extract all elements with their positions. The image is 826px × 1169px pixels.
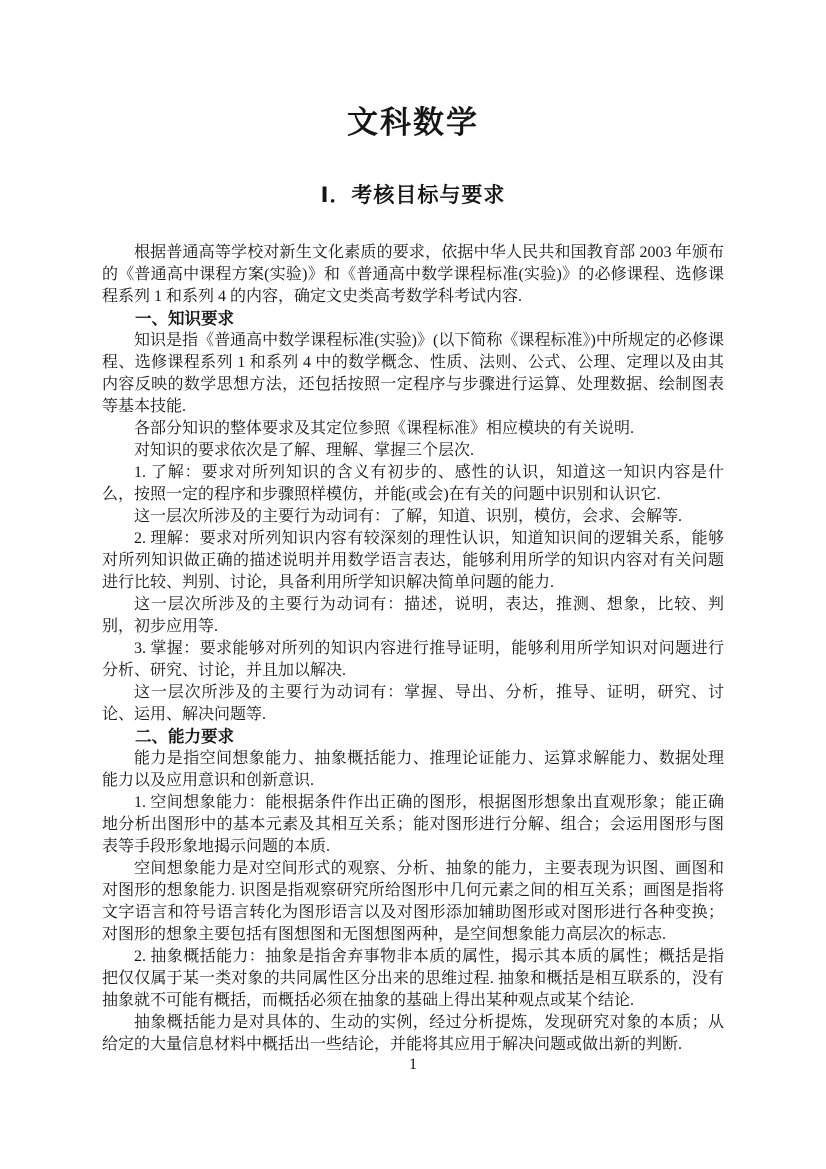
body-paragraph: 抽象概括能力是对具体的、生动的实例，经过分析提炼，发现研究对象的本质；从给定的大量信息材料中概括出一些结论，并能将其应用于解决问题或做出新的判断. [102, 1014, 724, 1054]
body-paragraph: 1. 了解：要求对所列知识的含义有初步的、感性的认识，知道这一知识内容是什么，按照一定的程序和步骤照样模仿，并能(或会)在有关的问题中识别和认识它. [102, 464, 724, 504]
body-paragraph: 能力是指空间想象能力、抽象概括能力、推理论证能力、运算求解能力、数据处理能力以及应用意识和创新意识. [102, 750, 724, 790]
body-paragraph: 2. 抽象概括能力：抽象是指舍弃事物非本质的属性，揭示其本质的属性；概括是指把仅仅属于某一类对象的共同属性区分出来的思维过程. 抽象和概括是相互联系的，没有抽象就不可能有概括，而概括必须在抽象的基础上得出某种观点或某个结论. [102, 948, 724, 1010]
body-paragraph: 3. 掌握：要求能够对所列的知识内容进行推导证明，能够利用所学知识对问题进行分析、研究、讨论，并且加以解决. [102, 640, 724, 680]
section-heading: Ⅰ．考核目标与要求 [320, 184, 506, 208]
body-paragraph: 知识是指《普通高中数学课程标准(实验)》(以下简称《课程标准》)中所规定的必修课程、选修课程系列 1 和系列 4 中的数学概念、性质、法则、公式、公理、定理以及由其内容反映的数学思想方法，还包括按照一定程序与步骤进行运算、处理数据、绘制图表等基本技能. [102, 332, 724, 416]
document-title: 文科数学 [347, 105, 479, 140]
body-paragraph: 这一层次所涉及的主要行为动词有：掌握、导出、分析，推导、证明，研究、讨论、运用、解决问题等. [102, 684, 724, 724]
document-content [102, 104, 724, 1056]
sub-heading: 一、知识要求 [135, 310, 234, 329]
body-paragraph: 2. 理解：要求对所列知识内容有较深刻的理性认识，知道知识间的逻辑关系，能够对所列知识做正确的描述说明并用数学语言表达，能够利用所学的知识内容对有关问题进行比较、判别、讨论，具备利用所学知识解决简单问题的能力. [102, 530, 724, 592]
body-paragraph: 空间想象能力是对空间形式的观察、分析、抽象的能力，主要表现为识图、画图和对图形的想象能力. 识图是指观察研究所给图形中几何元素之间的相互关系；画图是指将文字语言和符号语言转化为图形语言以及对图形添加辅助图形或对图形进行各种变换；对图形的想象主要包括有图想图和无图想图两种，是空间想象能力高层次的标志. [102, 860, 724, 944]
body-paragraph: 1. 空间想象能力：能根据条件作出正确的图形，根据图形想象出直观形象；能正确地分析出图形中的基本元素及其相互关系；能对图形进行分解、组合；会运用图形与图表等手段形象地揭示问题的本质. [102, 794, 724, 856]
sub-heading: 二、能力要求 [135, 728, 234, 747]
page-number: 1 [409, 1056, 417, 1073]
body-paragraph: 这一层次所涉及的主要行为动词有：了解，知道、识别，模仿，会求、会解等. [134, 508, 683, 526]
body-paragraph: 根据普通高等学校对新生文化素质的要求，依据中华人民共和国教育部 2003 年颁布的《普通高中课程方案(实验)》和《普通高中数学课程标准(实验)》的必修课程、选修课程系列 1 和系列 4 的内容，确定文史类高考数学科考试内容. [102, 244, 724, 306]
paragraph-container [102, 242, 724, 1056]
body-paragraph: 这一层次所涉及的主要行为动词有：描述，说明，表达，推测、想象，比较、判别，初步应用等. [102, 596, 724, 636]
body-paragraph: 对知识的要求依次是了解、理解、掌握三个层次. [134, 442, 475, 460]
body-paragraph: 各部分知识的整体要求及其定位参照《课程标准》相应模块的有关说明. [134, 420, 635, 438]
